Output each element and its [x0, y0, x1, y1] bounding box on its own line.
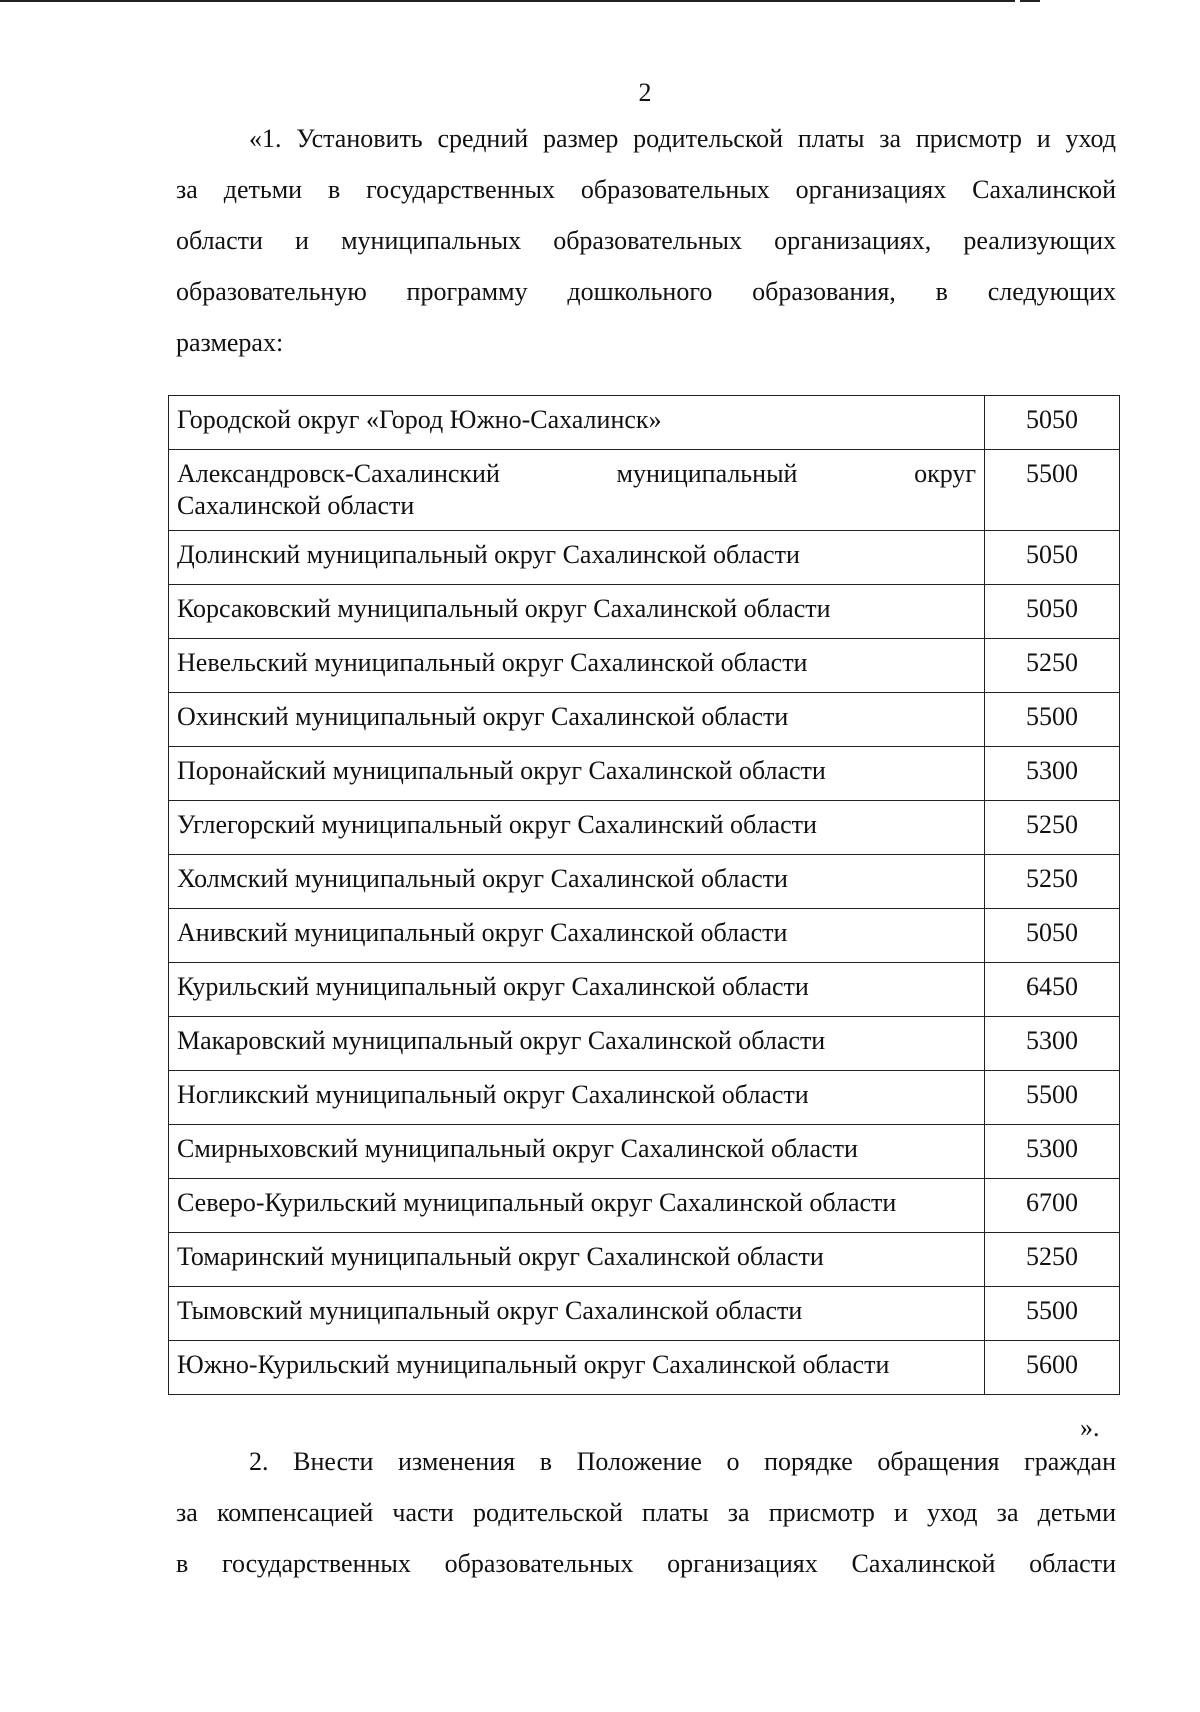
- district-name: Углегорский муниципальный округ Сахалинский области: [169, 801, 985, 855]
- rates-table: [168, 395, 1120, 1395]
- district-name: Поронайский муниципальный округ Сахалинской области: [169, 747, 985, 801]
- paragraph-2-line-2: за компенсацией части родительской платы за присмотр и уход за детьми: [176, 1498, 1116, 1527]
- rate-value: 5500: [985, 450, 1120, 531]
- top-border-line: [0, 0, 1015, 2]
- district-name: Северо-Курильский муниципальный округ Сахалинской области: [169, 1179, 985, 1233]
- rate-value: 5500: [985, 693, 1120, 747]
- rate-value: 5250: [985, 639, 1120, 693]
- district-name: Тымовский муниципальный округ Сахалинской области: [169, 1287, 985, 1341]
- district-name: Анивский муниципальный округ Сахалинской области: [169, 909, 985, 963]
- paragraph-1-line-2: за детьми в государственных образовательных организациях Сахалинской: [176, 175, 1116, 204]
- table-row: [169, 855, 1120, 909]
- rate-value: 5050: [985, 396, 1120, 450]
- paragraph-1-line-5: размерах:: [176, 328, 284, 357]
- table-row: [169, 963, 1120, 1017]
- rate-value: 5600: [985, 1341, 1120, 1395]
- rate-value: 5500: [985, 1071, 1120, 1125]
- rate-value: 5300: [985, 747, 1120, 801]
- district-name: [169, 450, 985, 531]
- table-row: [169, 450, 1120, 531]
- rate-value: 5300: [985, 1017, 1120, 1071]
- district-name-line-2: Сахалинской области: [177, 491, 415, 520]
- table-row: [169, 693, 1120, 747]
- closing-quote: ».: [1080, 1413, 1100, 1442]
- paragraph-2-line-3: в государственных образовательных организациях Сахалинской области: [176, 1549, 1116, 1578]
- district-name: Городской округ «Город Южно-Сахалинск»: [169, 396, 985, 450]
- district-name: Томаринский муниципальный округ Сахалинской области: [169, 1233, 985, 1287]
- table-row: [169, 1233, 1120, 1287]
- district-name: Холмский муниципальный округ Сахалинской области: [169, 855, 985, 909]
- district-name: Охинский муниципальный округ Сахалинской области: [169, 693, 985, 747]
- rate-value: 5050: [985, 909, 1120, 963]
- table-row: [169, 909, 1120, 963]
- table-row: [169, 585, 1120, 639]
- table-row: [169, 1341, 1120, 1395]
- top-border-tick: [1020, 0, 1040, 2]
- district-name: Южно-Курильский муниципальный округ Сахалинской области: [169, 1341, 985, 1395]
- rate-value: 6450: [985, 963, 1120, 1017]
- rate-value: 5050: [985, 585, 1120, 639]
- table-row: [169, 1287, 1120, 1341]
- page-number: 2: [638, 78, 652, 107]
- district-name: Невельский муниципальный округ Сахалинской области: [169, 639, 985, 693]
- table-row: [169, 1179, 1120, 1233]
- rate-value: 5300: [985, 1125, 1120, 1179]
- paragraph-1-line-1: «1. Установить средний размер родительской платы за присмотр и уход: [249, 124, 1116, 153]
- district-name: Ногликский муниципальный округ Сахалинской области: [169, 1071, 985, 1125]
- rate-value: 5500: [985, 1287, 1120, 1341]
- district-name: Смирныховский муниципальный округ Сахалинской области: [169, 1125, 985, 1179]
- district-name-line-1: Александровск-Сахалинский муниципальный округ: [177, 459, 977, 488]
- district-name: Макаровский муниципальный округ Сахалинской области: [169, 1017, 985, 1071]
- paragraph-2-line-1: 2. Внести изменения в Положение о порядке обращения граждан: [249, 1447, 1116, 1476]
- rate-value: 6700: [985, 1179, 1120, 1233]
- table-row: [169, 396, 1120, 450]
- district-name: Долинский муниципальный округ Сахалинской области: [169, 531, 985, 585]
- district-name: Корсаковский муниципальный округ Сахалинской области: [169, 585, 985, 639]
- rate-value: 5250: [985, 801, 1120, 855]
- table-row: [169, 639, 1120, 693]
- paragraph-1: [176, 113, 1116, 368]
- table-row: [169, 1125, 1120, 1179]
- table-row: [169, 747, 1120, 801]
- rate-value: 5250: [985, 1233, 1120, 1287]
- district-name: Курильский муниципальный округ Сахалинской области: [169, 963, 985, 1017]
- table-row: [169, 1071, 1120, 1125]
- rate-value: 5050: [985, 531, 1120, 585]
- paragraph-2: [176, 1436, 1116, 1589]
- paragraph-1-line-4: образовательную программу дошкольного образования, в следующих: [176, 277, 1116, 306]
- table-row: [169, 531, 1120, 585]
- rate-value: 5250: [985, 855, 1120, 909]
- table-row: [169, 1017, 1120, 1071]
- table-row: [169, 801, 1120, 855]
- paragraph-1-line-3: области и муниципальных образовательных организациях, реализующих: [176, 226, 1116, 255]
